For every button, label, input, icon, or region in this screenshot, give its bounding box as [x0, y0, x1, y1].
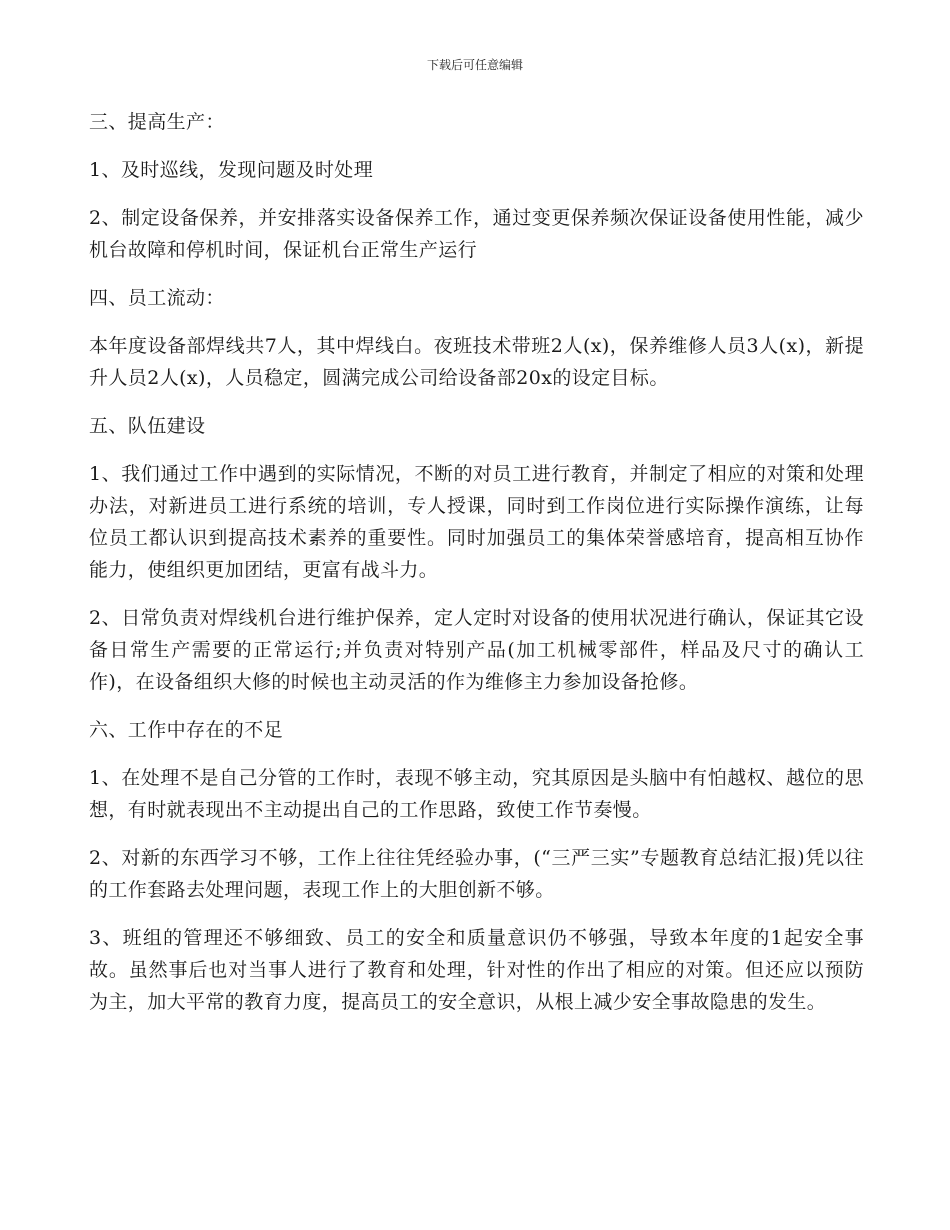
paragraph-production-2: 2、制定设备保养，并安排落实设备保养工作，通过变更保养频次保证设备使用性能，减少机台故障和停机时间，保证机台正常生产运行: [89, 207, 864, 261]
paragraph-production-1: 1、及时巡线，发现问题及时处理: [89, 159, 374, 181]
paragraph-shortcomings-2: 2、对新的东西学习不够，工作上往往凭经验办事，(“三严三实”专题教育总结汇报)凭以往的工作套路去处理问题，表现工作上的大胆创新不够。: [89, 847, 864, 901]
paragraph-team-building-2: 2、日常负责对焊线机台进行维护保养，定人定时对设备的使用状况进行确认，保证其它设备日常生产需要的正常运行;并负责对特别产品(加工机械零部件，样品及尺寸的确认工作)，在设备组织大修的时候也主动灵活的作为维修主力参加设备抢修。: [89, 607, 864, 693]
paragraph-team-building-1: 1、我们通过工作中遇到的实际情况，不断的对员工进行教育，并制定了相应的对策和处理办法，对新进员工进行系统的培训，专人授课，同时到工作岗位进行实际操作演练，让每位员工都认识到提高技术素养的重要性。同时加强员工的集体荣誉感培育，提高相互协作能力，使组织更加团结，更富有战斗力。: [89, 463, 864, 581]
section-heading-production: 三、提高生产：: [89, 111, 225, 133]
section-heading-shortcomings: 六、工作中存在的不足: [89, 719, 284, 741]
paragraph-staff-flow: 本年度设备部焊线共7人，其中焊线白。夜班技术带班2人(x)，保养维修人员3人(x)，新提升人员2人(x)，人员稳定，圆满完成公司给设备部20x的设定目标。: [89, 335, 864, 389]
document-body: [89, 106, 864, 1034]
section-heading-staff-flow: 四、员工流动：: [89, 287, 225, 309]
page-header: 下载后可任意编辑: [426, 58, 523, 72]
paragraph-shortcomings-1: 1、在处理不是自己分管的工作时，表现不够主动，究其原因是头脑中有怕越权、越位的思想，有时就表现出不主动提出自己的工作思路，致使工作节奏慢。: [89, 767, 864, 821]
section-heading-team-building: 五、队伍建设: [89, 415, 206, 437]
paragraph-shortcomings-3: 3、班组的管理还不够细致、员工的安全和质量意识仍不够强，导致本年度的1起安全事故。虽然事后也对当事人进行了教育和处理，针对性的作出了相应的对策。但还应以预防为主，加大平常的教育力度，提高员工的安全意识，从根上减少安全事故隐患的发生。: [89, 927, 864, 1013]
